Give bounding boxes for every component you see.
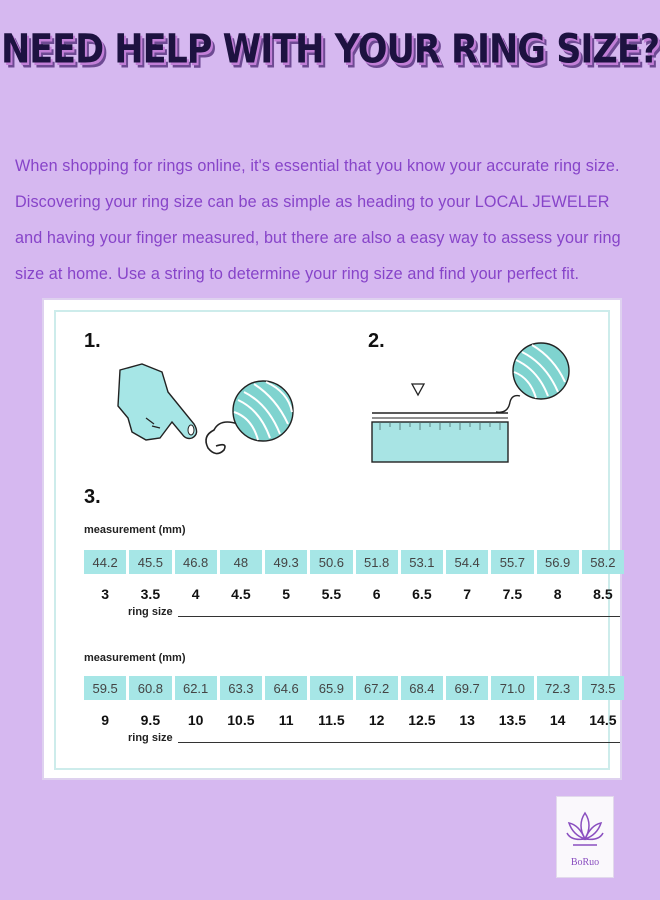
yarn-ball-icon: [230, 378, 296, 444]
ring-size-cell: 6: [372, 586, 381, 602]
measurement-cell: 48: [220, 550, 262, 574]
measurement-cell: 72.3: [537, 676, 579, 700]
page-title: NEED HELP WITH YOUR RING SIZE?: [0, 27, 660, 73]
brand-logo: [556, 796, 614, 878]
ring-size-cell: 3: [101, 586, 110, 602]
ruler-icon: [370, 410, 512, 466]
intro-line: When shopping for rings online, it's essential that you know your accurate ring size.: [15, 157, 620, 175]
brand-name: BoRuo: [570, 857, 600, 868]
measurement-cell: 58.2: [582, 550, 624, 574]
measurement-label: measurement (mm): [84, 524, 186, 536]
ring-size-label: ring size: [128, 606, 173, 618]
ring-size-cell: 12: [368, 712, 385, 728]
measurement-row: [84, 676, 624, 700]
instruction-card: [42, 298, 622, 780]
intro-line: Discovering your ring size can be as simple as heading to your LOCAL JEWELER: [15, 193, 610, 211]
intro-line: and having your finger measured, but there are also a easy way to assess your ring: [15, 229, 621, 247]
measurement-cell: 64.6: [265, 676, 307, 700]
measurement-cell: 56.9: [537, 550, 579, 574]
measurement-label: measurement (mm): [84, 652, 186, 664]
measurement-cell: 55.7: [491, 550, 533, 574]
ring-size-cell: 4.5: [231, 586, 251, 602]
measurement-row: [84, 550, 624, 574]
ring-size-cell: 13: [459, 712, 475, 728]
yarn-ball-icon: [510, 340, 572, 402]
measurement-cell: 44.2: [84, 550, 126, 574]
step-3-number: 3.: [84, 486, 101, 508]
ring-size-cell: 8: [553, 586, 562, 602]
step-1-number: 1.: [84, 330, 101, 352]
measurement-cell: 45.5: [129, 550, 171, 574]
ring-size-row: [84, 710, 624, 730]
intro-paragraph: [15, 148, 645, 292]
measurement-cell: 62.1: [175, 676, 217, 700]
measurement-cell: 63.3: [220, 676, 262, 700]
ring-size-cell: 13.5: [498, 712, 526, 728]
ring-size-label: ring size: [128, 732, 173, 744]
ring-size-cell: 10: [187, 712, 204, 728]
measurement-cell: 54.4: [446, 550, 488, 574]
measurement-cell: 65.9: [310, 676, 352, 700]
measurement-cell: 46.8: [175, 550, 217, 574]
ring-size-cell: 11.5: [318, 712, 345, 728]
step-2-number: 2.: [368, 330, 385, 352]
ring-size-cell: 14: [549, 712, 566, 728]
ring-size-cell: 8.5: [593, 586, 613, 602]
measurement-cell: 49.3: [265, 550, 307, 574]
measurement-cell: 71.0: [491, 676, 533, 700]
measurement-cell: 68.4: [401, 676, 443, 700]
ring-size-divider: [178, 742, 620, 743]
ring-size-cell: 12.5: [408, 712, 436, 728]
ring-size-cell: 5: [282, 586, 291, 602]
triangle-marker-icon: [410, 382, 426, 398]
measurement-cell: 53.1: [401, 550, 443, 574]
ring-size-cell: 5.5: [321, 586, 342, 602]
measurement-cell: 59.5: [84, 676, 126, 700]
ring-size-cell: 14.5: [589, 712, 617, 728]
ring-size-cell: 11: [278, 712, 294, 728]
ring-size-cell: 7: [463, 586, 472, 602]
ring-size-cell: 3.5: [140, 586, 161, 602]
measurement-cell: 60.8: [129, 676, 171, 700]
intro-line: size at home. Use a string to determine your ring size and find your perfect fit.: [15, 265, 580, 283]
measurement-cell: 73.5: [582, 676, 624, 700]
ring-size-cell: 7.5: [502, 586, 523, 602]
ring-size-row: [84, 584, 624, 604]
ring-size-divider: [178, 616, 620, 617]
ring-size-cell: 4: [191, 586, 200, 602]
ring-size-cell: 6.5: [412, 586, 432, 602]
measurement-cell: 69.7: [446, 676, 488, 700]
ring-size-cell: 9: [101, 712, 110, 728]
measurement-cell: 67.2: [356, 676, 398, 700]
hand-pointing-icon: [112, 362, 202, 452]
measurement-cell: 51.8: [356, 550, 398, 574]
measurement-cell: 50.6: [310, 550, 352, 574]
ring-size-cell: 10.5: [227, 712, 255, 728]
ring-size-cell: 9.5: [140, 712, 161, 728]
lotus-logo-icon: [565, 805, 605, 855]
